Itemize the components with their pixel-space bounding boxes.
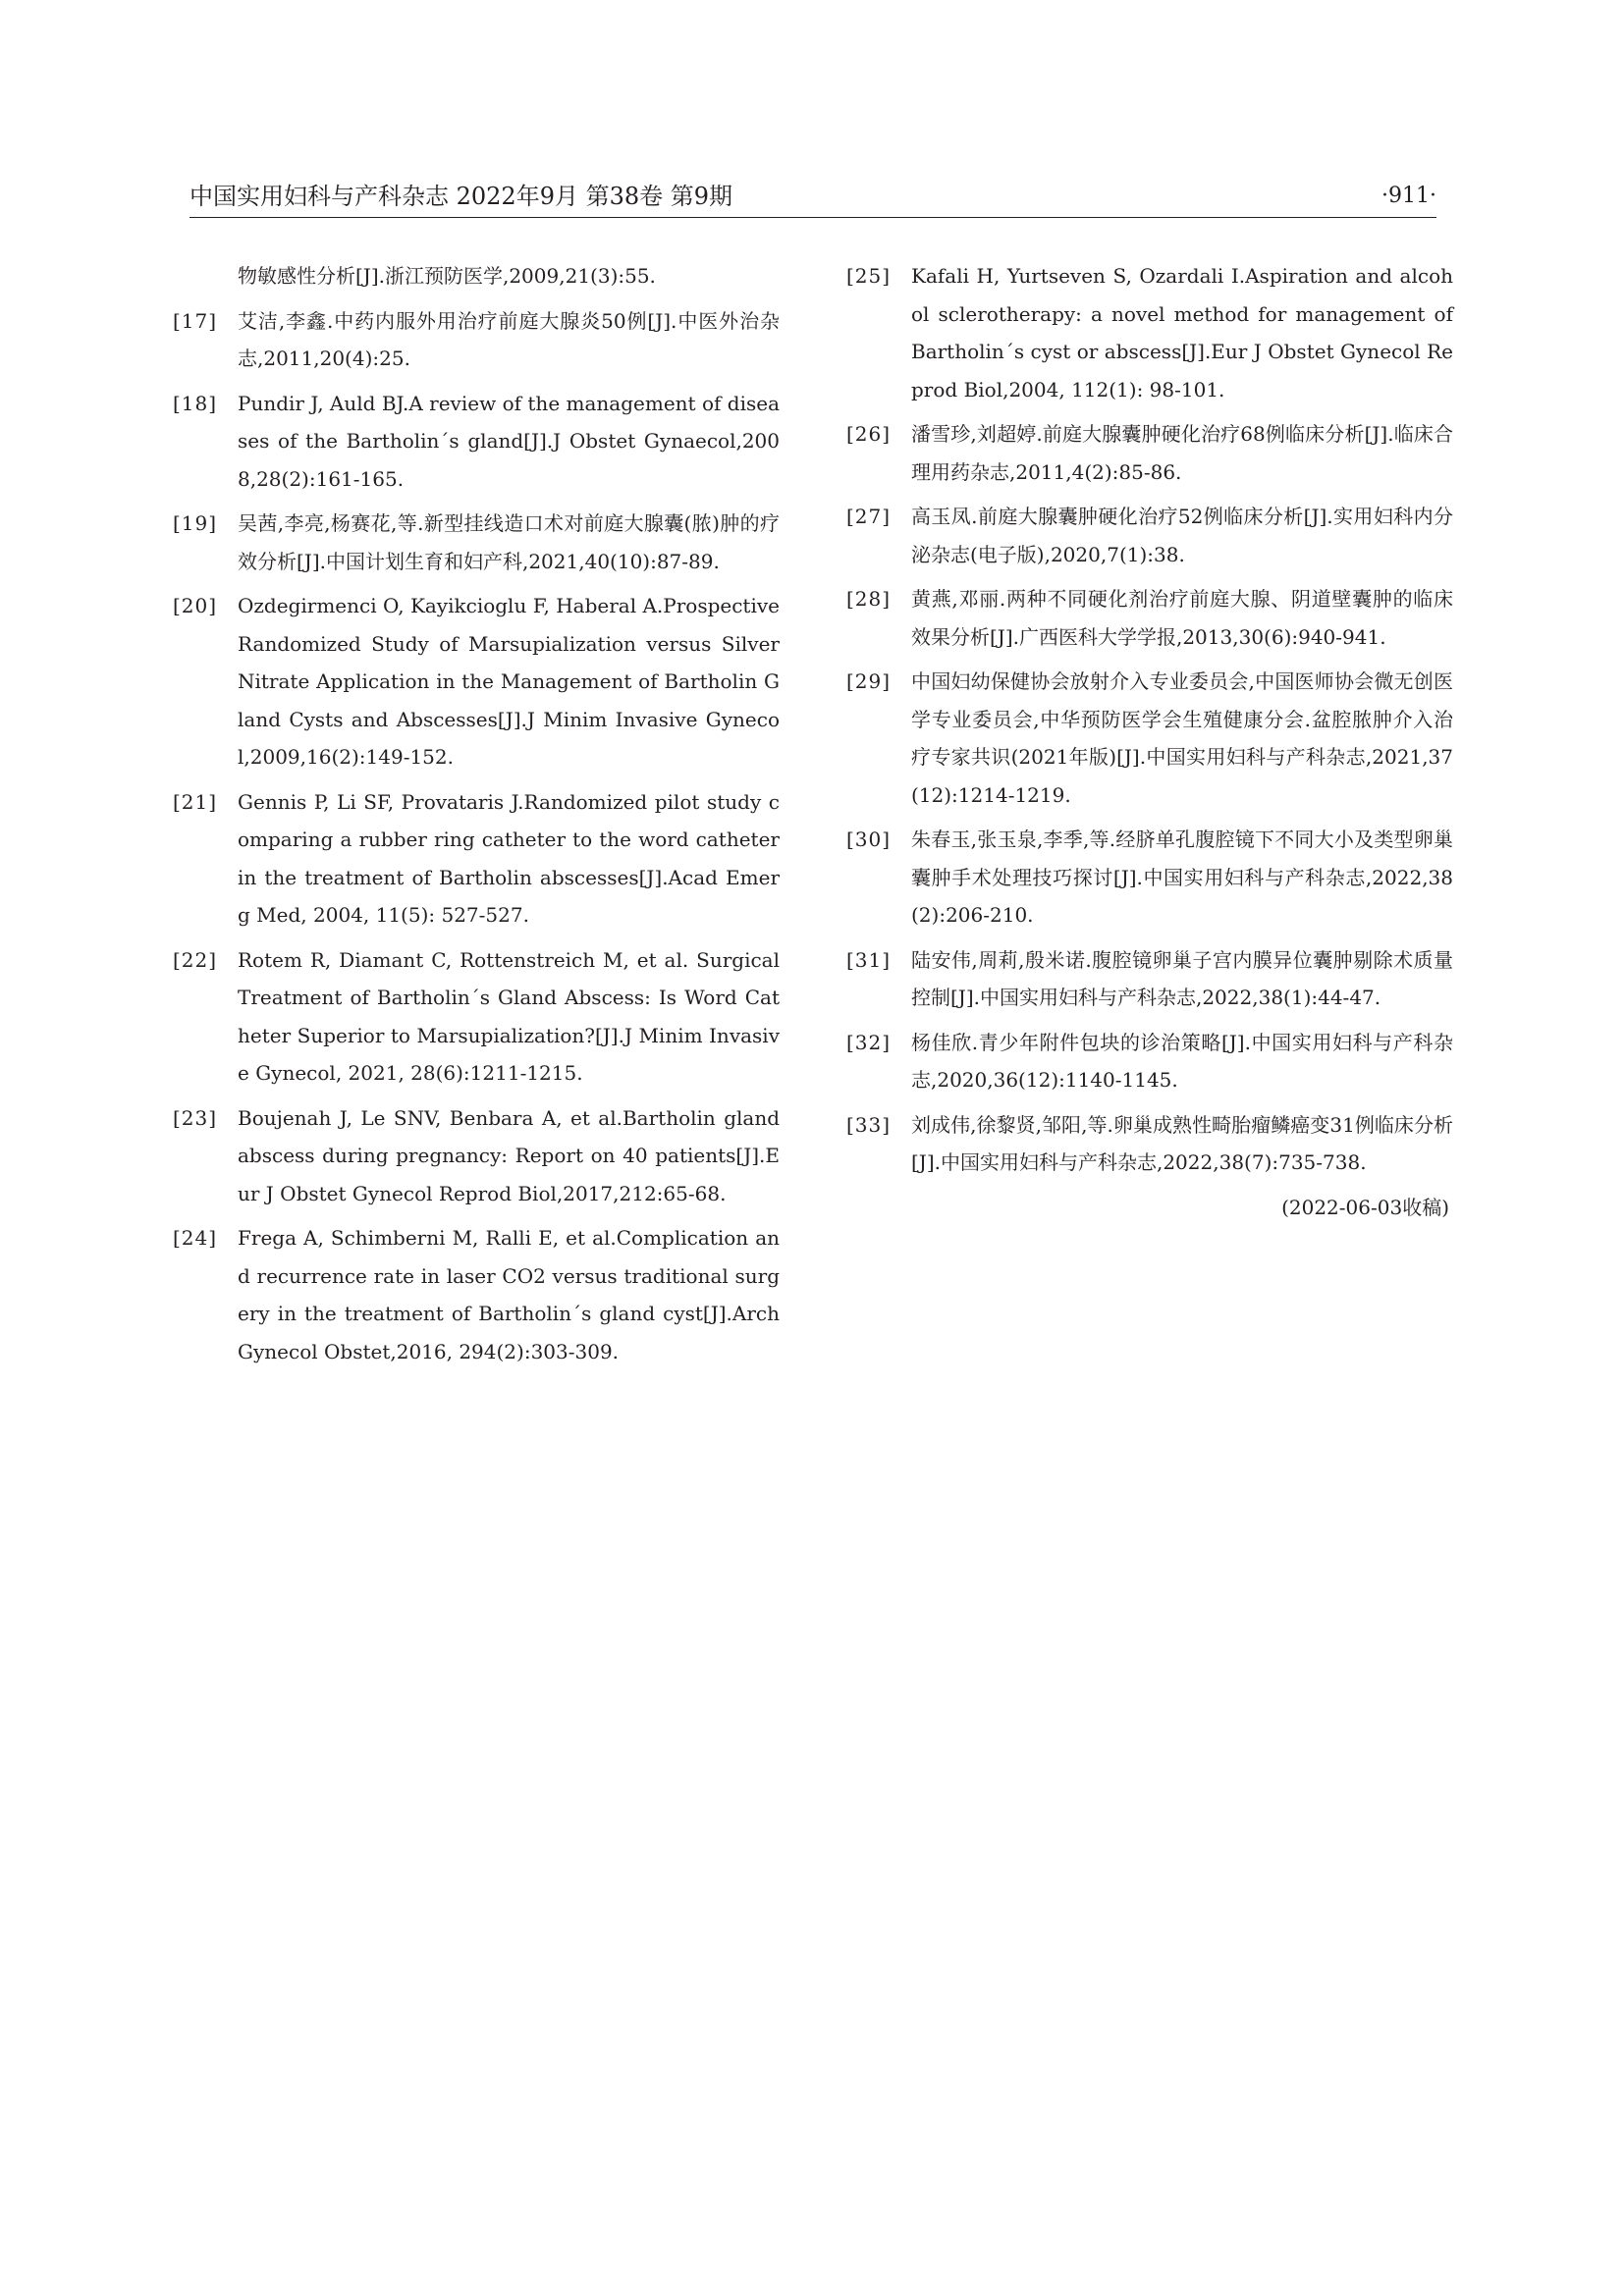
reference-text: 高玉凤.前庭大腺囊肿硬化治疗52例临床分析[J].实用妇科内分泌杂志(电子版),2020,7(1):38. (911, 505, 1453, 566)
reference-item (846, 415, 1453, 491)
reference-item (846, 1024, 1453, 1099)
reference-item (173, 587, 780, 776)
reference-number: [23] (173, 1105, 218, 1130)
reference-number: [31] (846, 947, 892, 972)
reference-item (173, 302, 780, 378)
reference-item (173, 1099, 780, 1213)
journal-title: 中国实用妇科与产科杂志 2022年9月 第38卷 第9期 (189, 183, 733, 210)
reference-number: [20] (173, 594, 218, 617)
reference-item (846, 1106, 1453, 1182)
reference-text: 刘成伟,徐黎贤,邹阳,等.卵巢成熟性畸胎瘤鳞癌变31例临床分析[J].中国实用妇科与产科杂志,2022,38(7):735-738. (911, 1112, 1453, 1174)
reference-item (846, 941, 1453, 1017)
reference-number: [29] (846, 669, 892, 693)
reference-number: [22] (173, 947, 218, 972)
header-rule (189, 217, 1436, 218)
reference-number: [17] (173, 308, 218, 333)
reference-text: Frega A, Schimberni M, Ralli E, et al.Complication and recurrence rate in laser CO2 versus traditional surgery in the treatment of Bartholin´s gland cyst[J].Arch Gynecol Obstet,2016, 294(2):303-309. (238, 1226, 780, 1363)
reference-number: [18] (173, 391, 218, 415)
running-header (189, 180, 1436, 223)
reference-text: Ozdegirmenci O, Kayikcioglu F, Haberal A.Prospective Randomized Study of Marsupialization versus Silver Nitrate Application in the Management of Bartholin Gland Cysts and Abscesses[J].J Minim Invasive Gynecol,2009,16(2):149-152. (238, 594, 780, 769)
reference-column-left (173, 257, 780, 1377)
reference-text: 黄燕,邓丽.两种不同硬化剂治疗前庭大腺、阴道壁囊肿的临床效果分析[J].广西医科大学学报,2013,30(6):940-941. (911, 587, 1453, 649)
reference-text: Kafali H, Yurtseven S, Ozardali I.Aspiration and alcohol sclerotherapy: a novel method for management of Bartholin´s cyst or abscess[J].Eur J Obstet Gynecol Reprod Biol,2004, 112(1): 98-101. (911, 264, 1453, 401)
reference-item (173, 505, 780, 580)
reference-item (846, 821, 1453, 934)
reference-number: [32] (846, 1030, 892, 1054)
reference-text: 杨佳欣.青少年附件包块的诊治策略[J].中国实用妇科与产科杂志,2020,36(12):1140-1145. (911, 1030, 1453, 1092)
reference-item (173, 257, 780, 295)
reference-number: [30] (846, 828, 892, 851)
reference-text: Gennis P, Li SF, Provataris J.Randomized pilot study comparing a rubber ring catheter to the word catheter in the treatment of Bartholin abscesses[J].Acad Emerg Med, 2004, 11(5): 527-527. (238, 789, 780, 927)
reference-text: 艾洁,李鑫.中药内服外用治疗前庭大腺炎50例[J].中医外治杂志,2011,20(4):25. (238, 308, 780, 370)
reference-number: [28] (846, 587, 892, 611)
reference-text: Pundir J, Auld BJ.A review of the management of diseases of the Bartholin´s gland[J].J Obstet Gynaecol,2008,28(2):161-165. (238, 391, 780, 491)
reference-number: [24] (173, 1226, 218, 1250)
reference-text: 潘雪珍,刘超婷.前庭大腺囊肿硬化治疗68例临床分析[J].临床合理用药杂志,2011,4(2):85-86. (911, 422, 1453, 484)
reference-item (173, 941, 780, 1093)
reference-number: [21] (173, 789, 218, 814)
reference-item (846, 663, 1453, 814)
reference-text: Boujenah J, Le SNV, Benbara A, et al.Bartholin gland abscess during pregnancy: Report on 40 patients[J].Eur J Obstet Gynecol Reprod Biol,2017,212:65-68. (238, 1105, 780, 1205)
reference-text: 中国妇幼保健协会放射介入专业委员会,中国医师协会微无创医学专业委员会,中华预防医学会生殖健康分会.盆腔脓肿介入治疗专家共识(2021年版)[J].中国实用妇科与产科杂志,2021,37(12):1214-1219. (911, 669, 1453, 807)
reference-item (846, 257, 1453, 408)
reference-item (173, 1219, 780, 1370)
reference-column-right (846, 257, 1453, 1226)
reference-number: [26] (846, 422, 892, 446)
reference-item (173, 783, 780, 934)
reference-number: [33] (846, 1112, 892, 1137)
reference-text: 陆安伟,周莉,殷米诺.腹腔镜卵巢子宫内膜异位囊肿剔除术质量控制[J].中国实用妇科与产科杂志,2022,38(1):44-47. (911, 947, 1453, 1009)
reference-text: 物敏感性分析[J].浙江预防医学,2009,21(3):55. (238, 264, 656, 288)
reference-item (846, 498, 1453, 573)
reference-number: [27] (846, 505, 892, 528)
reference-number: [25] (846, 264, 892, 288)
reference-text: 朱春玉,张玉泉,李季,等.经脐单孔腹腔镜下不同大小及类型卵巢囊肿手术处理技巧探讨[J].中国实用妇科与产科杂志,2022,38(2):206-210. (911, 828, 1453, 927)
reference-text: Rotem R, Diamant C, Rottenstreich M, et al. Surgical Treatment of Bartholin´s Gland Abscess: Is Word Catheter Superior to Marsupialization?[J].J Minim Invasive Gynecol, 2021, 28(6):1211-1215. (238, 947, 780, 1085)
received-date-note: (2022-06-03收稿) (1281, 1195, 1449, 1219)
reference-number: [19] (173, 511, 218, 535)
page-number: ·911· (1381, 184, 1436, 208)
reference-item (846, 580, 1453, 656)
reference-text: 吴茜,李亮,杨赛花,等.新型挂线造口术对前庭大腺囊(脓)肿的疗效分析[J].中国计划生育和妇产科,2021,40(10):87-89. (238, 511, 780, 573)
reference-item (173, 385, 780, 499)
